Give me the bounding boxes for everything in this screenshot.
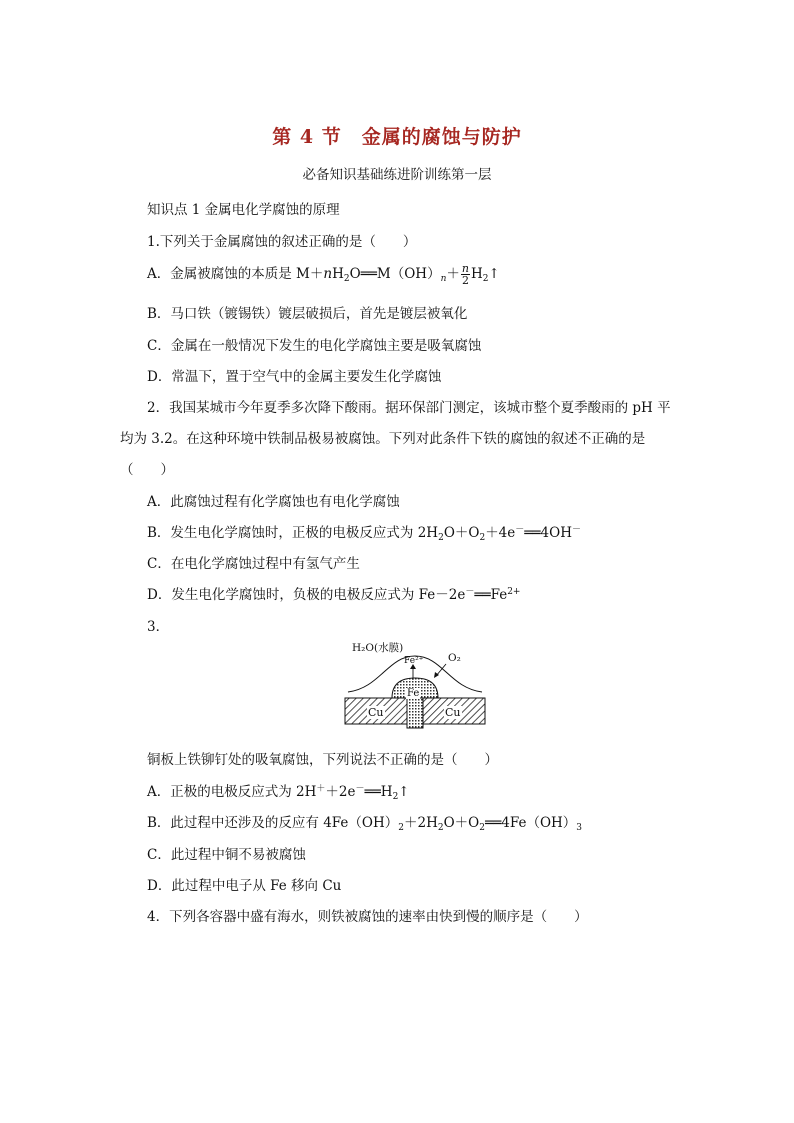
q3-number: 3．: [147, 619, 170, 635]
q2-option-b: B．发生电化学腐蚀时，正极的电极反应式为 $2H_2O+O_2+4e^-══4OH^-$: [147, 525, 581, 543]
q3-option-b: B．此过程中还涉及的反应有 $4Fe(OH)_2+2H_2O+O_2══4Fe(OH)_3$: [147, 815, 583, 833]
q3-option-d: D．此过程中电子从 Fe 移向 Cu: [147, 878, 342, 894]
label-o2: O₂: [448, 652, 461, 664]
page-subtitle: 必备知识基础练进阶训练第一层: [302, 167, 492, 183]
page-title: 第 4 节 金属的腐蚀与防护: [272, 126, 522, 148]
q4-stem: 4．下列各容器中盛有海水，则铁被腐蚀的速率由快到慢的顺序是（ ）: [147, 909, 588, 925]
label-fe: Fe: [407, 688, 420, 699]
q1-option-b: B．马口铁（镀锡铁）镀层破损后，首先是镀层被氧化: [147, 306, 468, 322]
q1-option-d: D．常温下，置于空气中的金属主要发生化学腐蚀: [147, 369, 442, 385]
q3-stem: 铜板上铁铆钉处的吸氧腐蚀，下列说法不正确的是（ ）: [147, 752, 498, 768]
q2-stem-line2: 均为 3.2。在这种环境中铁制品极易被腐蚀。下列对此条件下铁的腐蚀的叙述不正确的是: [120, 431, 646, 447]
q1-option-c: C．金属在一般情况下发生的电化学腐蚀主要是吸氧腐蚀: [147, 338, 482, 354]
rivet-corrosion-diagram: [340, 636, 490, 736]
label-cu-left: Cu: [368, 706, 384, 719]
section-heading: 知识点 1 金属电化学腐蚀的原理: [147, 202, 340, 218]
label-water-film: H₂O(水膜): [352, 642, 404, 654]
q1-stem: 1.下列关于金属腐蚀的叙述正确的是（ ）: [147, 234, 417, 250]
q2-option-a: A．此腐蚀过程有化学腐蚀也有电化学腐蚀: [147, 494, 400, 510]
q2-option-d: D．发生电化学腐蚀时，负极的电极反应式为 $Fe-2e^-══Fe^{2+}$: [147, 587, 521, 603]
q1-option-a: A．金属被腐蚀的本质是 $M+nH_2O══M(OH)_n+$ $\frac{n}{2}$ $H_2↑$: [147, 262, 500, 287]
q2-stem-line1: 2．我国某城市今年夏季多次降下酸雨。据环保部门测定，该城市整个夏季酸雨的 pH 平: [147, 400, 671, 416]
q3-option-c: C．此过程中铜不易被腐蚀: [147, 847, 306, 863]
q2-stem-line3: （ ）: [120, 462, 174, 478]
label-cu-right: Cu: [445, 706, 461, 719]
q3-option-a: A．正极的电极反应式为 $2H^++2e^-══H_2↑$: [147, 784, 410, 802]
q2-option-c: C．在电化学腐蚀过程中有氢气产生: [147, 556, 360, 572]
label-fe2: Fe²⁺: [404, 656, 424, 666]
fraction-n-over-2: $\frac{n}{2}$: [461, 262, 469, 287]
